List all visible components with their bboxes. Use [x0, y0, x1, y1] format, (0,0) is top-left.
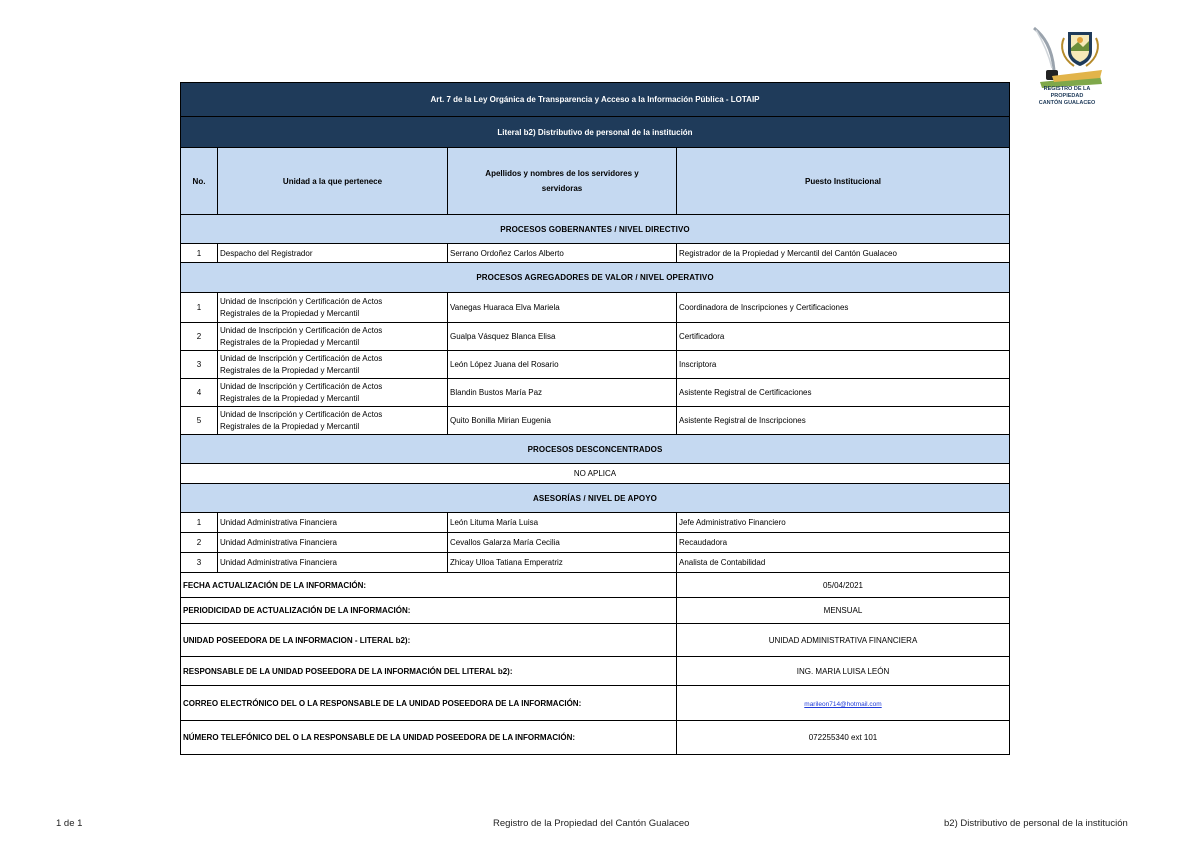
- col-header-unit: Unidad a la que pertenece: [218, 148, 448, 215]
- table-title: Art. 7 de la Ley Orgánica de Transparencia y Acceso a la Información Pública - LOTAIP: [181, 83, 1010, 117]
- institution-logo: [1030, 26, 1104, 110]
- row-name: Cevallos Galarza María Cecilia: [448, 533, 677, 553]
- footer-center-text: Registro de la Propiedad del Cantón Gualaceo: [493, 818, 690, 829]
- section-row-asesorias: [181, 484, 1010, 513]
- table-row: [181, 351, 1010, 379]
- row-name: Gualpa Vásquez Blanca Elisa: [448, 323, 677, 351]
- row-unit-line1: Unidad de Inscripción y Certificación de Actos: [220, 409, 383, 419]
- section-title: PROCESOS GOBERNANTES / NIVEL DIRECTIVO: [181, 215, 1010, 244]
- table-row: [181, 244, 1010, 263]
- table-row: [181, 533, 1010, 553]
- row-position: Registrador de la Propiedad y Mercantil del Cantón Gualaceo: [677, 244, 1010, 263]
- table-title-row: [181, 83, 1010, 117]
- row-unit: [218, 323, 448, 351]
- section-row-desconcentrados: [181, 435, 1010, 464]
- row-unit-line1: Unidad de Inscripción y Certificación de Actos: [220, 296, 383, 306]
- row-unit: Unidad Administrativa Financiera: [218, 553, 448, 573]
- row-position: Asistente Registral de Inscripciones: [677, 407, 1010, 435]
- row-number: 3: [181, 351, 218, 379]
- row-position: Analista de Contabilidad: [677, 553, 1010, 573]
- section-row-agregadores: [181, 263, 1010, 293]
- row-unit: Unidad Administrativa Financiera: [218, 533, 448, 553]
- row-position: Asistente Registral de Certificaciones: [677, 379, 1010, 407]
- row-unit: Despacho del Registrador: [218, 244, 448, 263]
- row-unit-line1: Unidad de Inscripción y Certificación de Actos: [220, 353, 383, 363]
- row-unit: Unidad Administrativa Financiera: [218, 513, 448, 533]
- table-row: [181, 293, 1010, 323]
- row-unit-line2: Registrales de la Propiedad y Mercantil: [220, 337, 360, 347]
- logo-text-line1: REGISTRO DE LA PROPIEDAD: [1043, 86, 1091, 99]
- row-name: Blandin Bustos María Paz: [448, 379, 677, 407]
- table-row: [181, 407, 1010, 435]
- meta-row-fecha: [181, 573, 1010, 598]
- telefono-value: 072255340 ext 101: [677, 721, 1010, 755]
- periodicidad-label: PERIODICIDAD DE ACTUALIZACIÓN DE LA INFORMACIÓN:: [181, 598, 677, 624]
- periodicidad-value: MENSUAL: [677, 598, 1010, 624]
- footer-right-text: b2) Distributivo de personal de la institución: [944, 818, 1128, 829]
- table-row: [181, 323, 1010, 351]
- table-row: [181, 553, 1010, 573]
- row-name: Quito Bonilla Mirian Eugenia: [448, 407, 677, 435]
- row-name: Serrano Ordoñez Carlos Alberto: [448, 244, 677, 263]
- section-title: PROCESOS AGREGADORES DE VALOR / NIVEL OPERATIVO: [181, 263, 1010, 293]
- row-position: Certificadora: [677, 323, 1010, 351]
- row-number: 1: [181, 513, 218, 533]
- table-subtitle-row: [181, 117, 1010, 148]
- meta-row-unidad: [181, 624, 1010, 657]
- table-subtitle: Literal b2) Distributivo de personal de la institución: [181, 117, 1010, 148]
- col-header-name-line2: servidoras: [541, 184, 583, 193]
- col-header-name: [448, 148, 677, 215]
- section-row-gobernantes: [181, 215, 1010, 244]
- row-unit-line2: Registrales de la Propiedad y Mercantil: [220, 365, 360, 375]
- row-position: Coordinadora de Inscripciones y Certificaciones: [677, 293, 1010, 323]
- row-position: Jefe Administrativo Financiero: [677, 513, 1010, 533]
- row-name: León López Juana del Rosario: [448, 351, 677, 379]
- section-title: PROCESOS DESCONCENTRADOS: [181, 435, 1010, 464]
- footer-page-number: 1 de 1: [56, 818, 83, 829]
- row-name: Zhicay Ulloa Tatiana Emperatriz: [448, 553, 677, 573]
- no-aplica-note: NO APLICA: [181, 464, 1010, 484]
- row-unit: [218, 379, 448, 407]
- meta-row-responsable: [181, 657, 1010, 686]
- correo-label: CORREO ELECTRÓNICO DEL O LA RESPONSABLE DE LA UNIDAD POSEEDORA DE LA INFORMACIÓN:: [181, 686, 677, 721]
- row-unit-line2: Registrales de la Propiedad y Mercantil: [220, 393, 360, 403]
- table-row: [181, 379, 1010, 407]
- logo-emblem-icon: [1030, 26, 1104, 88]
- row-number: 5: [181, 407, 218, 435]
- row-position: Inscriptora: [677, 351, 1010, 379]
- telefono-label: NÚMERO TELEFÓNICO DEL O LA RESPONSABLE DE LA UNIDAD POSEEDORA DE LA INFORMACIÓN:: [181, 721, 677, 755]
- col-header-no: No.: [181, 148, 218, 215]
- column-header-row: [181, 148, 1010, 215]
- row-unit-line1: Unidad de Inscripción y Certificación de Actos: [220, 325, 383, 335]
- col-header-name-line1: Apellidos y nombres de los servidores y: [485, 169, 639, 178]
- correo-cell: [677, 686, 1010, 721]
- row-number: 1: [181, 293, 218, 323]
- table-row: [181, 513, 1010, 533]
- row-unit-line2: Registrales de la Propiedad y Mercantil: [220, 308, 360, 318]
- meta-row-telefono: [181, 721, 1010, 755]
- row-unit-line1: Unidad de Inscripción y Certificación de Actos: [220, 381, 383, 391]
- email-link[interactable]: marileon714@hotmail.com: [804, 700, 882, 708]
- meta-row-correo: [181, 686, 1010, 721]
- responsable-value: ING. MARIA LUISA LEÓN: [677, 657, 1010, 686]
- unidad-label: UNIDAD POSEEDORA DE LA INFORMACION - LITERAL b2):: [181, 624, 677, 657]
- row-number: 3: [181, 553, 218, 573]
- row-unit-line2: Registrales de la Propiedad y Mercantil: [220, 421, 360, 431]
- col-header-position: Puesto Institucional: [677, 148, 1010, 215]
- row-number: 2: [181, 533, 218, 553]
- row-number: 4: [181, 379, 218, 407]
- row-unit: [218, 407, 448, 435]
- row-number: 2: [181, 323, 218, 351]
- responsable-label: RESPONSABLE DE LA UNIDAD POSEEDORA DE LA INFORMACIÓN DEL LITERAL b2):: [181, 657, 677, 686]
- row-position: Recaudadora: [677, 533, 1010, 553]
- unidad-value: UNIDAD ADMINISTRATIVA FINANCIERA: [677, 624, 1010, 657]
- table-row: [181, 464, 1010, 484]
- row-unit: [218, 351, 448, 379]
- fecha-value: 05/04/2021: [677, 573, 1010, 598]
- section-title: ASESORÍAS / NIVEL DE APOYO: [181, 484, 1010, 513]
- lotaip-table: [180, 82, 1010, 755]
- meta-row-periodicidad: [181, 598, 1010, 624]
- row-unit: [218, 293, 448, 323]
- fecha-label: FECHA ACTUALIZACIÓN DE LA INFORMACIÓN:: [181, 573, 677, 598]
- logo-text-line2: CANTÓN GUALACEO: [1038, 100, 1096, 106]
- row-name: Vanegas Huaraca Elva Mariela: [448, 293, 677, 323]
- row-number: 1: [181, 244, 218, 263]
- row-name: León Lituma María Luisa: [448, 513, 677, 533]
